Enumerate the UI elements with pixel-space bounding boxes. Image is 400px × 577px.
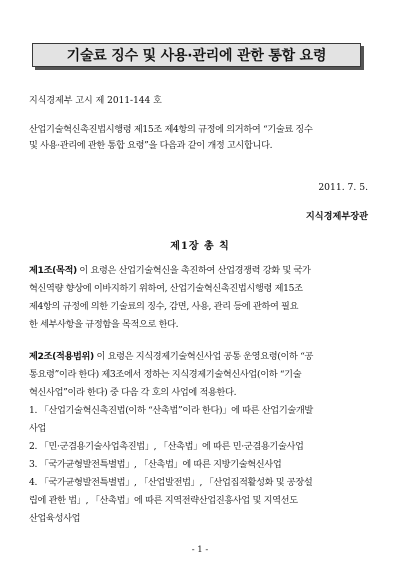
article2-first-line — [29, 352, 313, 361]
article2-item: 사업 — [29, 423, 47, 434]
article2-line: 통요령”이라 한다) 제3조에서 정하는 지식경제기술혁신사업(이하 “기술 — [29, 369, 302, 380]
preamble-line: 산업기술혁신촉진법시행령 제15조 제4항의 규정에 의거하여 “기술료 징수 — [29, 124, 313, 135]
issue-date: 2011. 7. 5. — [318, 182, 368, 193]
article1-line: 제4항의 규정에 의한 기술료의 징수, 감면, 사용, 관리 등에 관하여 필요 — [29, 301, 299, 312]
article2-text: 이 요령은 지식경제기술혁신사업 공통 운영요령(이하 “공 — [93, 351, 313, 362]
notice-number: 지식경제부 고시 제 2011-144 호 — [29, 96, 162, 106]
article2-item: 립에 관한 법」, 「산촉법」에 따른 지역전략산업진흥사업 및 지역선도 — [29, 495, 298, 506]
article1-first-line — [29, 266, 311, 275]
article1-line: 한 세부사항을 규정함을 목적으로 한다. — [29, 319, 179, 330]
chapter-heading: 제1장 총 칙 — [170, 241, 230, 252]
document-title: 기술료 징수 및 사용·관리에 관한 통합 요령 — [66, 48, 327, 64]
article2-item: 1. 「산업기술혁신촉진법(이하 “산촉법”이라 한다)」에 따른 산업기술개발 — [29, 405, 313, 416]
article2-item: 산업육성사업 — [29, 513, 81, 524]
document-title-box — [32, 43, 361, 67]
article2-item: 4. 「국가균형발전특별법」, 「산업발전법」, 「산업집적활성화 및 공장설 — [29, 477, 313, 488]
article1-text: 이 요령은 산업기술혁신을 촉진하여 산업경쟁력 강화 및 국가 — [76, 265, 311, 276]
preamble-line: 및 사용·관리에 관한 통합 요령”을 다음과 같이 개정 고시합니다. — [29, 140, 273, 151]
article2-heading: 제2조(적용범위) — [29, 351, 94, 362]
article2-item: 2. 「민·군겸용기술사업촉진법」, 「산촉법」에 따른 민·군겸용기술사업 — [29, 441, 304, 452]
article2-line: 혁신사업”이라 한다) 중 다음 각 호의 사업에 적용한다. — [29, 387, 237, 398]
article1-heading: 제1조(목적) — [29, 265, 77, 276]
page-number: - 1 - — [191, 545, 209, 555]
article1-line: 혁신역량 향상에 이바지하기 위하여, 산업기술혁신촉진법시행령 제15조 — [29, 283, 303, 294]
article2-item: 3. 「국가균형발전특별법」, 「산촉법」에 따른 지방기술혁신사업 — [29, 459, 282, 470]
issuer: 지식경제부장관 — [305, 211, 368, 222]
